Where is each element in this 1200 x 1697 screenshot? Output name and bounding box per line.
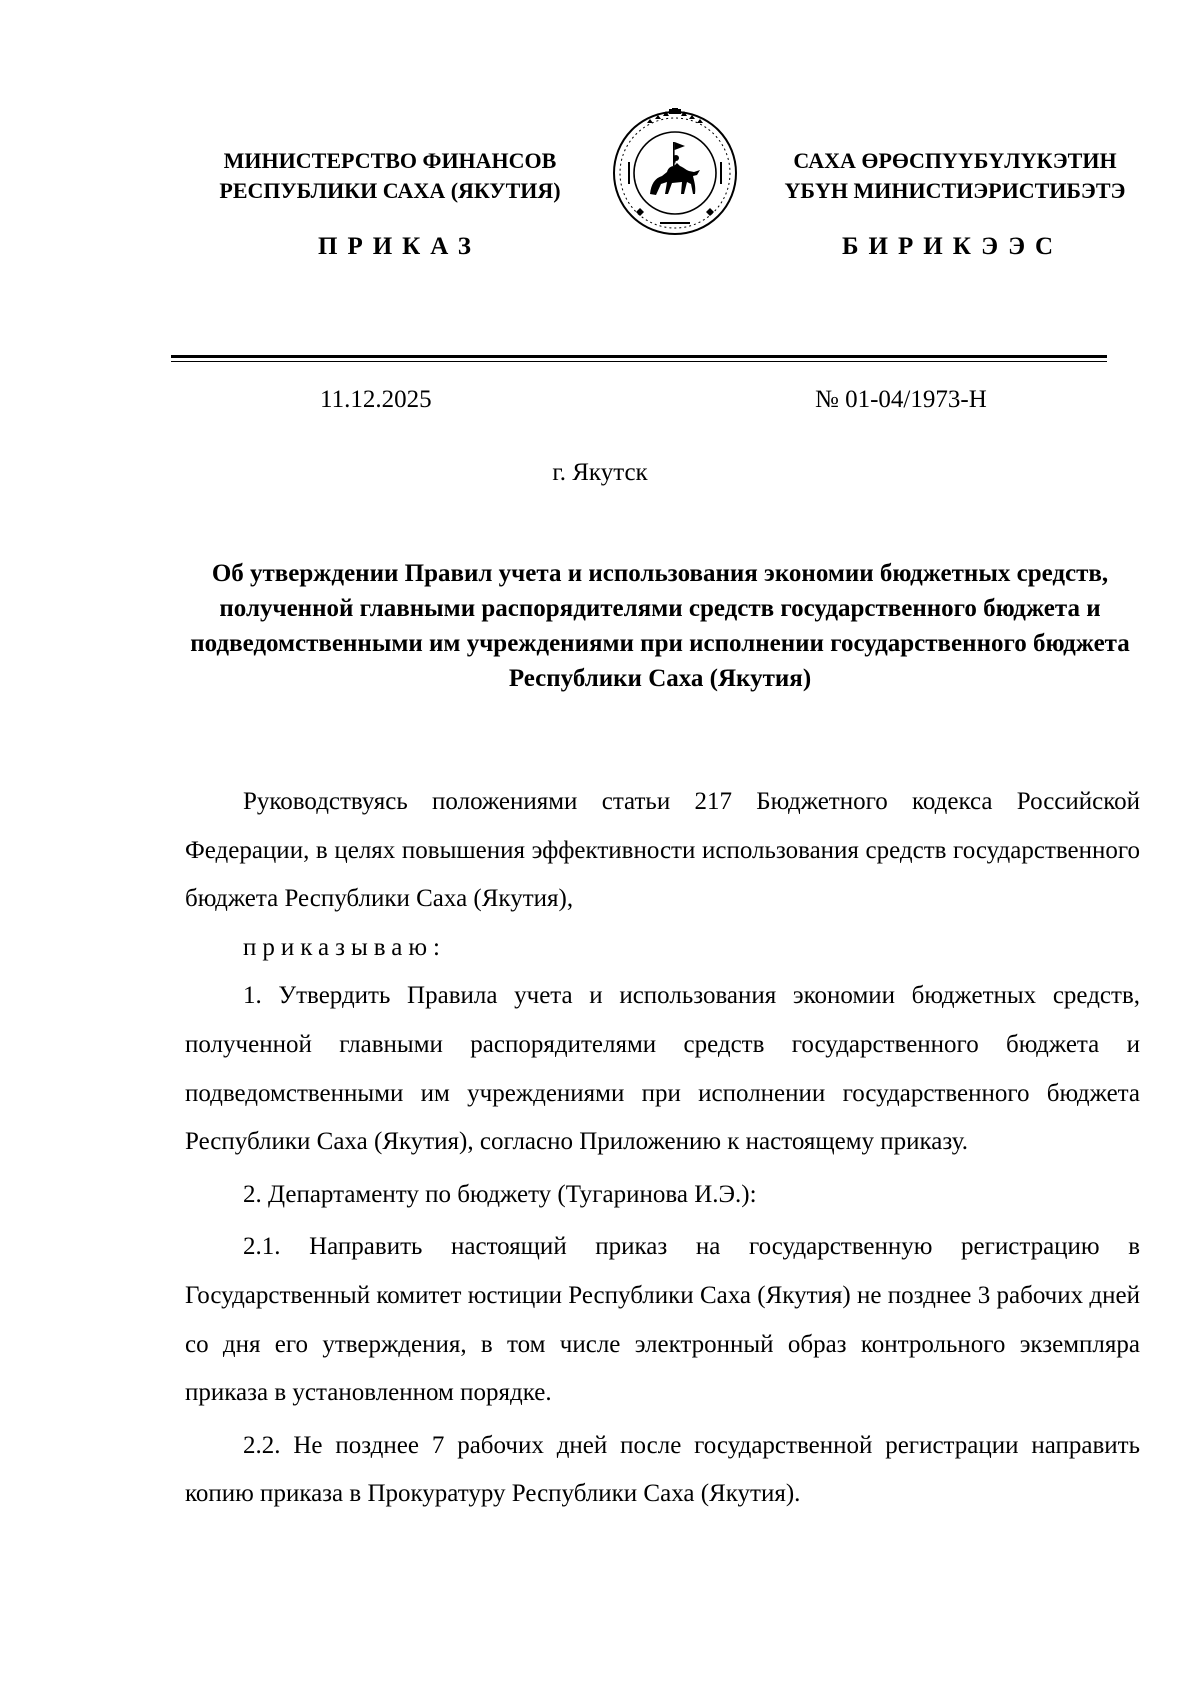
item-2-2-paragraph: 2.2. Не позднее 7 рабочих дней после государственной регистрации направить копию приказа в Прокуратуру Республики Саха (Якутия). (185, 1431, 1140, 1508)
order-city: г. Якутск (552, 459, 648, 486)
order-body (185, 778, 1140, 1519)
coat-of-arms-icon (610, 108, 740, 238)
ministry-name-ru-line2: РЕСПУБЛИКИ САХА (ЯКУТИЯ) (219, 178, 561, 203)
order-title: Об утверждении Правил учета и использования экономии бюджетных средств, полученной главными распорядителями средств государственного бюджета и подведомственными им учреждениями при исполнении государственного бюджета Республики Саха (Якутия) (190, 560, 1130, 692)
ministry-name-ru-line1: МИНИСТЕРСТВО ФИНАНСОВ (223, 148, 557, 173)
order-number: № 01-04/1973-Н (815, 386, 987, 413)
ministry-name-ru (180, 146, 600, 206)
ministry-name-sakha-line1: САХА ӨРӨСПҮҮБҮЛҮКЭТИН (793, 148, 1117, 173)
header-rule-thick (171, 355, 1107, 358)
item-1-paragraph: 1. Утвердить Правила учета и использования экономии бюджетных средств, полученной главными распорядителями средств государственного бюджета и подведомственными им учреждениями при исполнении государственного бюджета Республики Саха (Якутия), согласно Приложению к настоящему приказу. (185, 982, 1140, 1156)
order-heading-sakha: БИРИКЭЭС (842, 233, 1064, 260)
ministry-name-sakha (760, 146, 1150, 206)
item-2-paragraph: 2. Департаменту по бюджету (Тугаринова И.Э.): (243, 1180, 757, 1208)
preamble-paragraph: Руководствуясь положениями статьи 217 Бюджетного кодекса Российской Федерации, в целях повышения эффективности использования средств государственного бюджета Республики Саха (Якутия), (185, 788, 1140, 913)
item-2-1-paragraph: 2.1. Направить настоящий приказ на государственную регистрацию в Государственный комитет юстиции Республики Саха (Якутия) не позднее 3 рабочих дней со дня его утверждения, в том числе электронный образ контрольного экземпляра приказа в установленном порядке. (185, 1233, 1140, 1407)
order-date: 11.12.2025 (320, 386, 432, 413)
header-rule-thin (171, 361, 1107, 362)
ministry-name-sakha-line2: ҮБҮН МИНИСТИЭРИСТИБЭТЭ (784, 178, 1126, 203)
order-heading-ru: ПРИКАЗ (318, 233, 481, 260)
order-directive: приказываю: (243, 933, 446, 961)
